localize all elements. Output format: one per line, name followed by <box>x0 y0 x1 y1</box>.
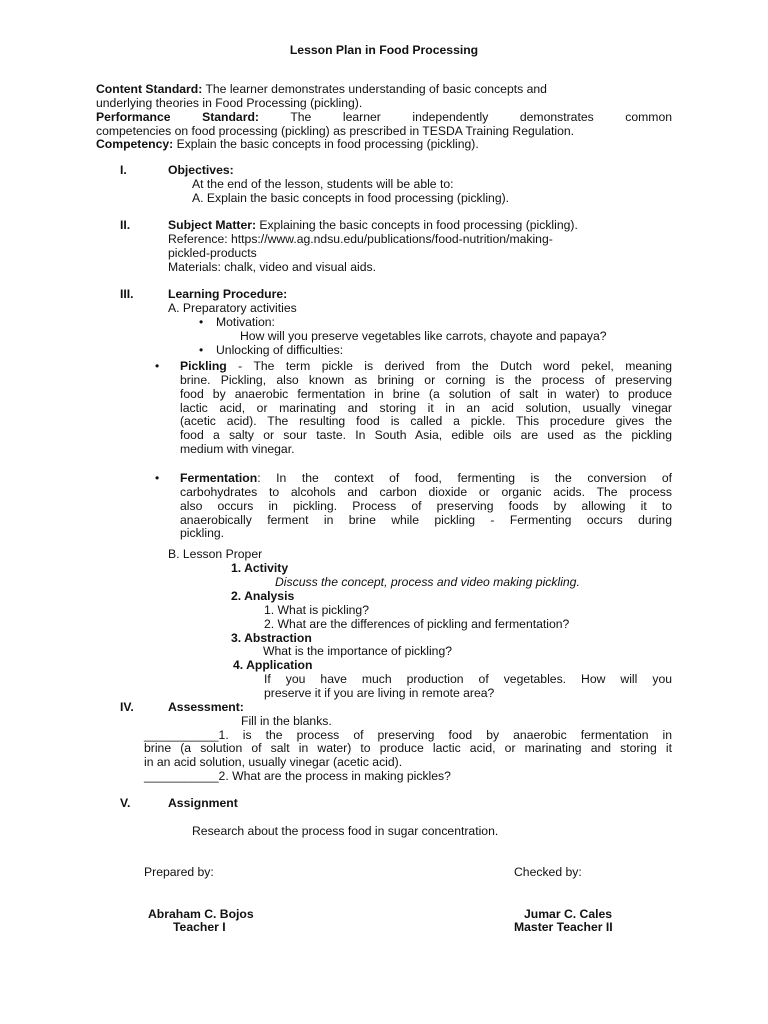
subject-matter-heading: Subject Matter: <box>168 218 257 232</box>
abstraction-heading: 3. Abstraction <box>231 631 312 645</box>
objectives-intro: At the end of the lesson, students will be able to: <box>192 177 454 191</box>
content-standard-label: Content Standard: <box>96 82 203 96</box>
section-numeral-ii: II. <box>120 218 131 232</box>
unlocking-label: Unlocking of difficulties: <box>216 343 344 357</box>
pickling-line4: lactic acid, or marinating and storing it in an acid solution, usually vinegar <box>180 401 672 415</box>
competency-label: Competency: <box>96 137 174 151</box>
abstraction-text: What is the importance of pickling? <box>263 644 452 658</box>
competency-text: Explain the basic concepts in food processing (pickling). <box>173 137 479 151</box>
fermentation-line1 <box>180 471 672 485</box>
assessment-item2: ___________2. What are the process in making pickles? <box>144 769 451 783</box>
document-title: Lesson Plan in Food Processing <box>289 43 479 57</box>
pickling-term: Pickling <box>180 359 227 373</box>
checked-by-label: Checked by: <box>514 865 582 879</box>
reference-line1: Reference: https://www.ag.ndsu.edu/publications/food-nutrition/making- <box>168 232 553 246</box>
pickling-line3: food by anaerobic fermentation in brine (a solution of salt in water) to produce <box>180 387 672 401</box>
section-numeral-iii: III. <box>120 287 134 301</box>
bullet-icon: • <box>155 359 160 373</box>
bullet-icon: • <box>199 315 204 329</box>
reference-line2: pickled-products <box>168 246 257 260</box>
preparatory-activities: A. Preparatory activities <box>168 301 297 315</box>
lesson-proper-heading: B. Lesson Proper <box>168 547 263 561</box>
objective-item-a: A. Explain the basic concepts in food processing (pickling). <box>192 191 510 205</box>
pickling-line1 <box>180 359 672 373</box>
objectives-heading: Objectives: <box>168 163 234 177</box>
fermentation-line2: carbohydrates to alcohols and carbon dioxide or organic acids. The process <box>180 485 672 499</box>
performance-standard <box>96 110 672 124</box>
prepared-by-label: Prepared by: <box>144 865 214 879</box>
pickling-line7: medium with vinegar. <box>180 442 295 456</box>
competency <box>96 137 479 151</box>
prepared-by-name: Abraham C. Bojos <box>148 907 254 921</box>
pickling-line6: food a salty or sour taste. In South Asia, edible oils are used as the pickling <box>180 428 672 442</box>
prepared-by-title: Teacher I <box>173 920 226 934</box>
fermentation-line4: anaerobically ferment in brine while pickling - Fermenting occurs during <box>180 513 672 527</box>
analysis-question-1: 1. What is pickling? <box>264 603 369 617</box>
section-numeral-v: V. <box>120 796 131 810</box>
checked-by-title: Master Teacher II <box>514 920 613 934</box>
fermentation-term: Fermentation <box>180 471 258 485</box>
fermentation-text: : In the context of food, fermenting is the conversion of <box>257 471 672 485</box>
performance-standard-text: The learner independently demonstrates common <box>258 110 672 124</box>
assignment-text: Research about the process food in sugar concentration. <box>192 824 499 838</box>
section-numeral-i: I. <box>120 163 127 177</box>
activity-heading: 1. Activity <box>231 561 289 575</box>
fermentation-line3: also occurs in pickling. Process of preserving foods by allowing it to <box>180 499 672 513</box>
application-heading: 4. Application <box>233 658 313 672</box>
content-standard-text: The learner demonstrates understanding of basic concepts and <box>202 82 547 96</box>
subject-matter-text: Explaining the basic concepts in food processing (pickling). <box>256 218 578 232</box>
performance-standard-label: Performance Standard: <box>96 110 259 124</box>
learning-procedure-heading: Learning Procedure: <box>168 287 288 301</box>
assessment-instruction: Fill in the blanks. <box>241 714 332 728</box>
pickling-line2: brine. Pickling, also known as brining or corning is the process of preserving <box>180 373 672 387</box>
assessment-heading: Assessment: <box>168 700 244 714</box>
pickling-line5: (acetic acid). The resulting food is called a pickle. This procedure gives the <box>180 414 672 428</box>
content-standard <box>96 82 547 96</box>
application-line2: preserve it if you are living in remote area? <box>264 686 495 700</box>
bullet-icon: • <box>199 343 204 357</box>
assessment-item1-line1: ___________1. is the process of preserving food by anaerobic fermentation in <box>144 728 672 742</box>
subject-matter <box>168 218 578 232</box>
pickling-text: - The term pickle is derived from the Dutch word pekel, meaning <box>226 359 672 373</box>
materials: Materials: chalk, video and visual aids. <box>168 260 376 274</box>
assessment-item1-line2: brine (a solution of salt in water) to produce lactic acid, or marinating and storing it <box>144 741 672 755</box>
content-standard-line2: underlying theories in Food Processing (pickling). <box>96 96 363 110</box>
motivation-label: Motivation: <box>216 315 275 329</box>
performance-standard-line2: competencies on food processing (pickling) as prescribed in TESDA Training Regulation. <box>96 124 575 138</box>
section-numeral-iv: IV. <box>120 700 134 714</box>
assessment-item1-line3: in an acid solution, usually vinegar (acetic acid). <box>144 755 403 769</box>
analysis-question-2: 2. What are the differences of pickling and fermentation? <box>264 617 570 631</box>
motivation-question: How will you preserve vegetables like carrots, chayote and papaya? <box>240 329 607 343</box>
assignment-heading: Assignment <box>168 796 238 810</box>
checked-by-name: Jumar C. Cales <box>524 907 613 921</box>
application-line1: If you have much production of vegetables. How will you <box>264 672 672 686</box>
activity-text: Discuss the concept, process and video making pickling. <box>275 575 580 589</box>
fermentation-line5: pickling. <box>180 526 225 540</box>
analysis-heading: 2. Analysis <box>231 589 295 603</box>
bullet-icon: • <box>155 471 160 485</box>
